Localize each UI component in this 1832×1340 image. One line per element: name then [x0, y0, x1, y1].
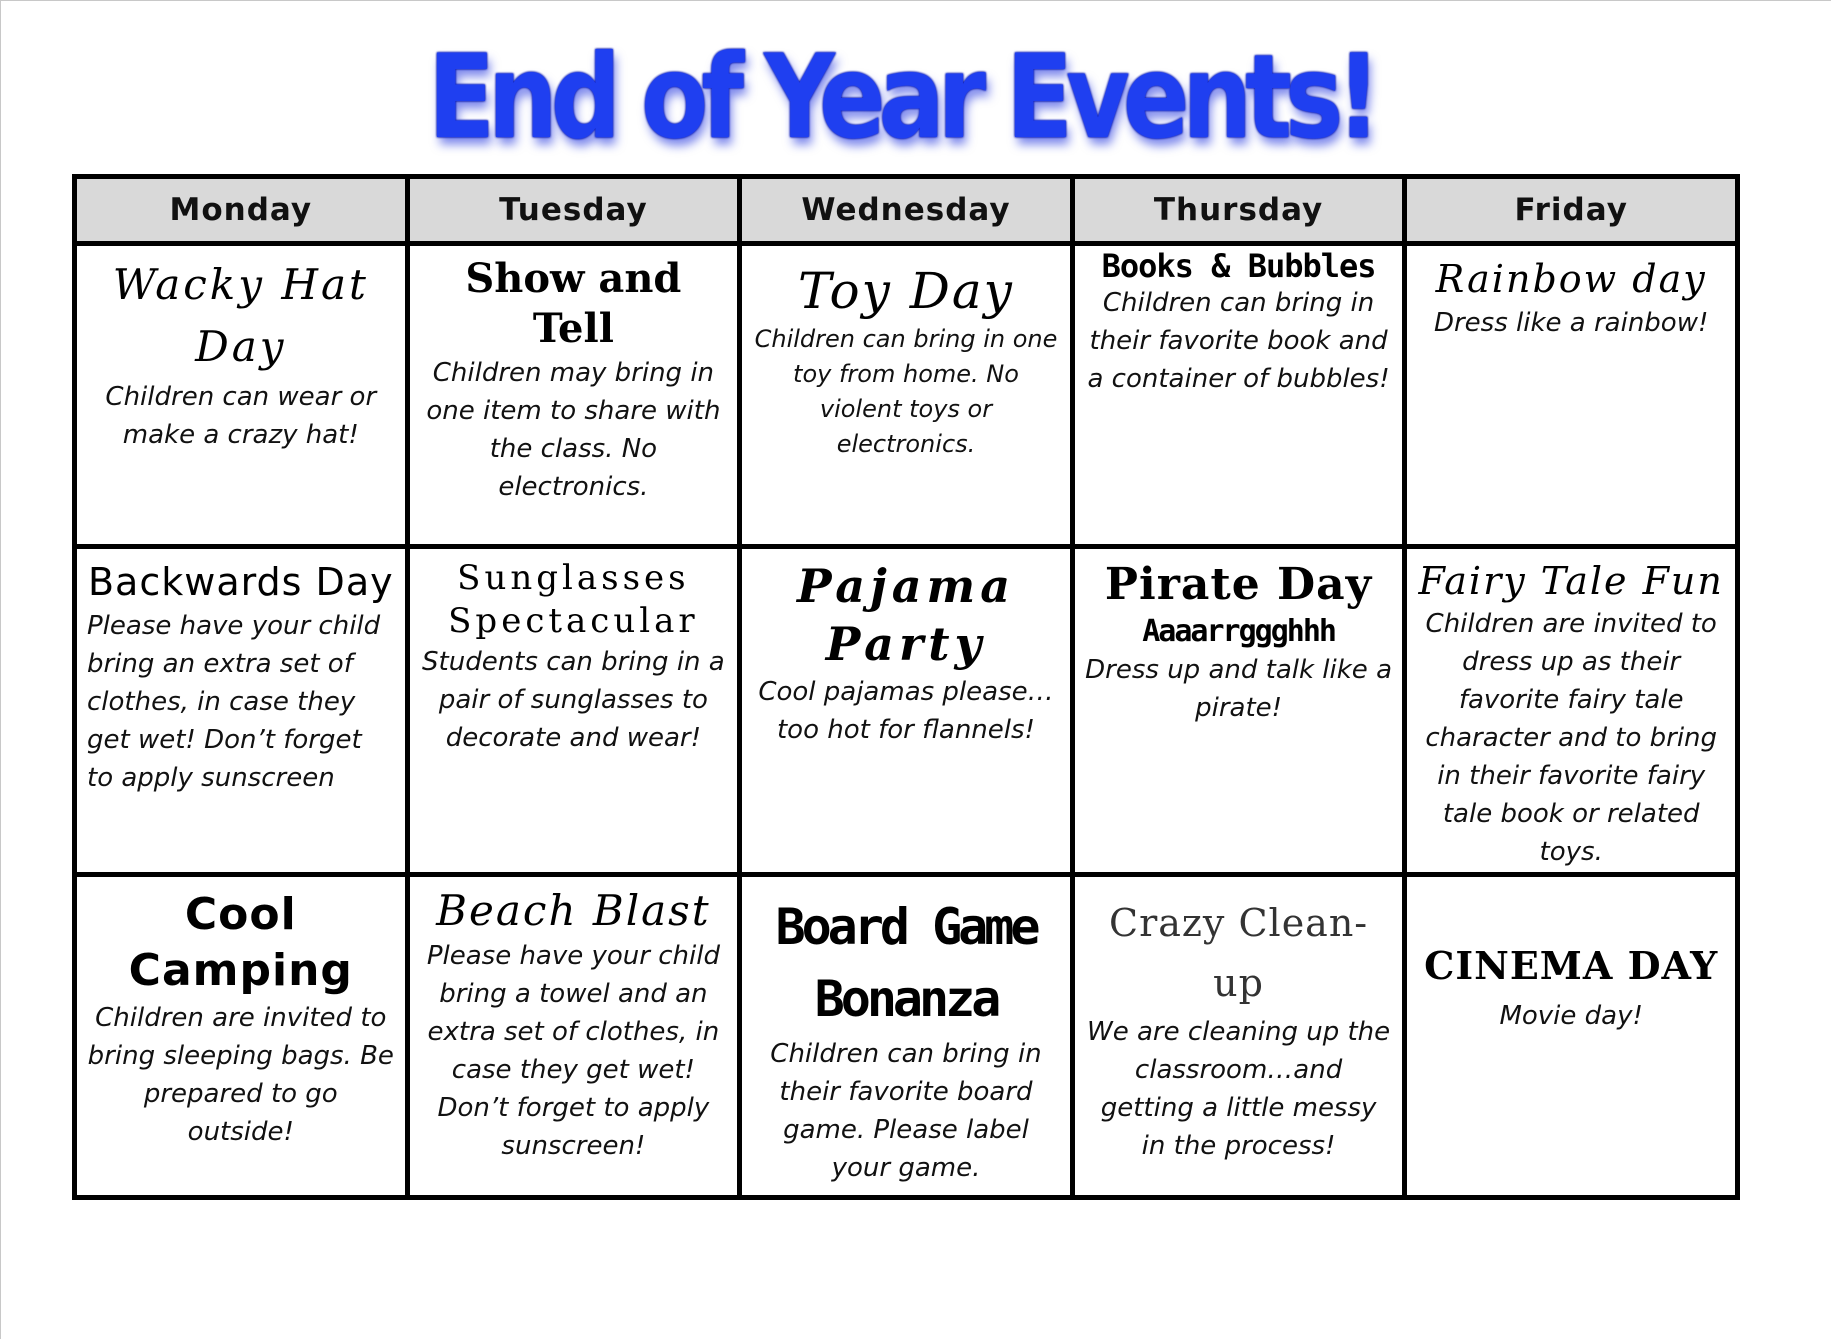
header-row [75, 177, 1738, 244]
week-row-1 [75, 244, 1738, 547]
event-title: Cool Camping [128, 888, 353, 996]
week-row-2 [75, 547, 1738, 874]
event-cell-beach-blast [407, 874, 740, 1197]
week-row-3 [75, 874, 1738, 1197]
event-cell-cinema-day [1405, 874, 1738, 1197]
day-header-friday: Friday [1405, 177, 1738, 244]
event-description: Cool pajamas please…too hot for flannels! [758, 677, 1054, 746]
event-cell-wacky-hat [75, 244, 408, 547]
event-title: Toy Day [798, 262, 1014, 320]
event-title: Show and Tell [465, 255, 682, 352]
event-description: Children may bring in one item to share with the class. No electronics. [426, 358, 721, 502]
event-title: Wacky Hat Day [112, 260, 369, 371]
event-description: Children can bring in one toy from home. No violent toys or electronics. [754, 325, 1058, 458]
event-cell-backwards-day [75, 547, 408, 874]
event-cell-pirate-day [1072, 547, 1405, 874]
event-description: Children can wear or make a crazy hat! [105, 382, 377, 450]
event-cell-board-game [740, 874, 1073, 1197]
event-title: Fairy Tale Fun [1418, 559, 1724, 604]
event-description: Students can bring in a pair of sunglasses to decorate and wear! [422, 647, 725, 754]
event-title: Beach Blast [436, 885, 711, 935]
event-cell-show-and-tell [407, 244, 740, 547]
event-title: Board Game Bonanza [775, 897, 1037, 1028]
event-title: Backwards Day [87, 560, 394, 605]
event-description: Please have your child bring a towel and an extra set of clothes, in case they get wet! Don’t forget to apply sunscreen! [426, 940, 720, 1161]
event-title: Pirate Day [1104, 559, 1373, 611]
event-description: Please have your child bring an extra set of clothes, in case they get wet! Don’t forget to apply sunscreen [87, 611, 381, 794]
page-title: End of Year Events! [427, 31, 1374, 166]
event-title: Books & Bubbles [1101, 247, 1376, 285]
day-header-monday: Monday [75, 177, 408, 244]
event-description: Children can bring in their favorite board game. Please label your game. [770, 1038, 1042, 1183]
events-calendar-table [72, 174, 1740, 1200]
event-description: Dress up and talk like a pirate! [1085, 655, 1392, 724]
event-title: Crazy Clean-up [1109, 900, 1369, 1005]
event-title: Rainbow day [1435, 257, 1707, 301]
event-title: Pajama Party [796, 559, 1016, 672]
event-cell-cool-camping [75, 874, 408, 1197]
day-header-tuesday: Tuesday [407, 177, 740, 244]
event-title: CINEMA DAY [1424, 942, 1719, 988]
event-description: Children are invited to bring sleeping bags. Be prepared to go outside! [87, 1002, 394, 1147]
event-cell-toy-day [740, 244, 1073, 547]
event-cell-sunglasses [407, 547, 740, 874]
day-header-thursday: Thursday [1072, 177, 1405, 244]
event-cell-fairy-tale [1405, 547, 1738, 874]
event-cell-books-bubbles [1072, 244, 1405, 547]
event-description: We are cleaning up the classroom…and getting a little messy in the process! [1086, 1016, 1391, 1161]
event-cell-pajama-party [740, 547, 1073, 874]
event-subtitle: Aaaarrggghhh [1142, 614, 1335, 650]
event-description: Dress like a rainbow! [1433, 308, 1709, 338]
event-description: Children are invited to dress up as their favorite fairy tale character and to bring in their favorite fairy tale book or related toys. [1425, 609, 1718, 868]
event-title: Sunglasses Spectacular [448, 558, 699, 642]
event-cell-rainbow-day [1405, 244, 1738, 547]
event-cell-crazy-cleanup [1072, 874, 1405, 1197]
event-description: Movie day! [1499, 1000, 1643, 1031]
day-header-wednesday: Wednesday [740, 177, 1073, 244]
event-description: Children can bring in their favorite book and a container of bubbles! [1087, 288, 1390, 394]
